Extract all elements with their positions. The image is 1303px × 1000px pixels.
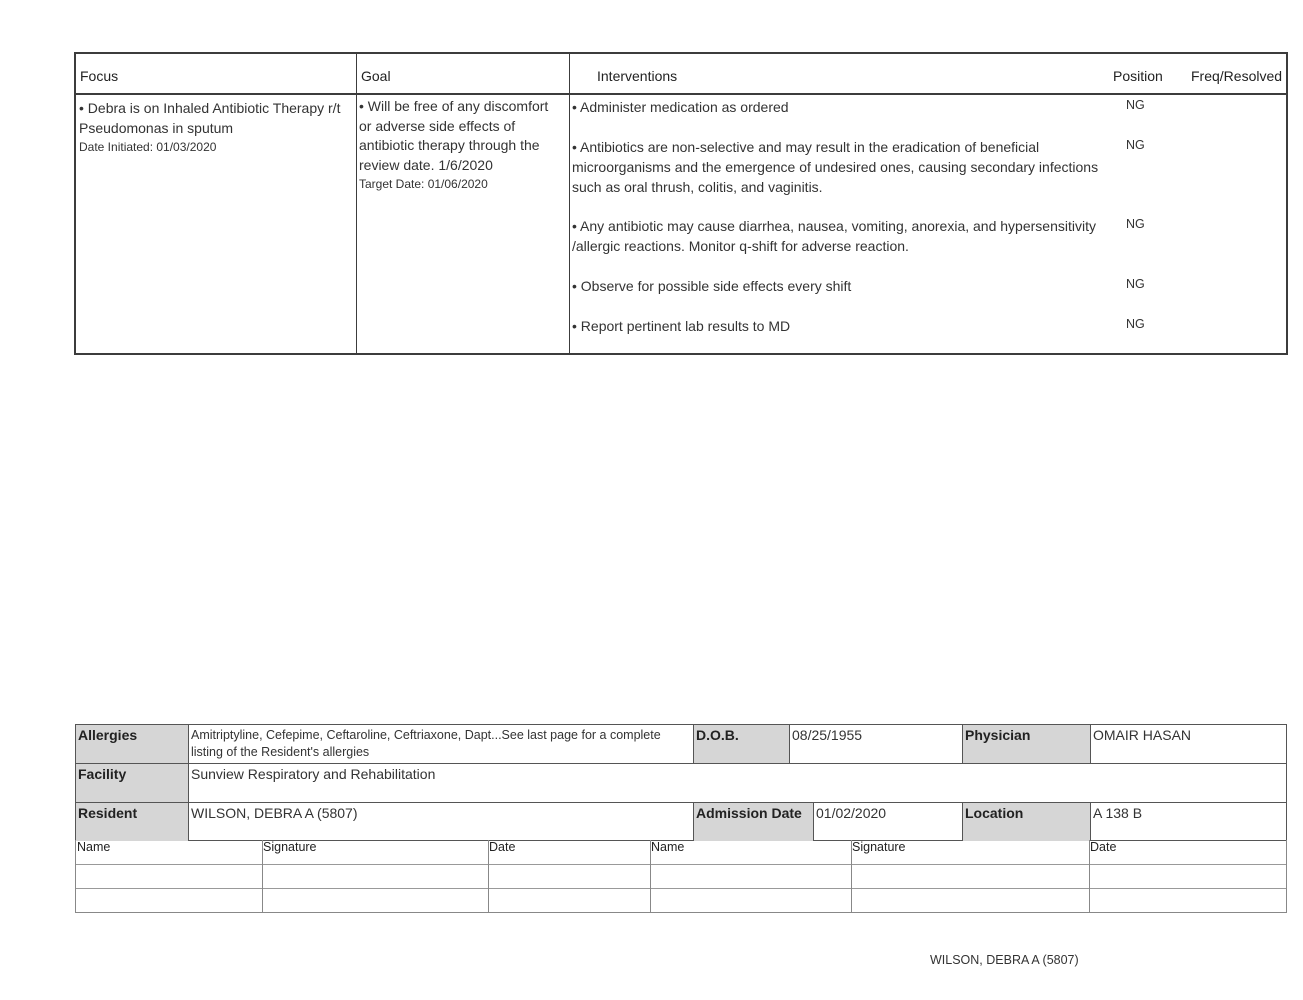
- header-position: Position: [1113, 68, 1163, 84]
- signature-header-signature: Signature: [852, 840, 906, 854]
- focus-cell: [79, 99, 353, 156]
- physician-label: Physician: [963, 725, 1091, 763]
- care-plan-table: [74, 52, 1288, 355]
- header-interventions: Interventions: [597, 68, 678, 84]
- signature-header-date: Date: [1090, 840, 1117, 854]
- allergies-value: Amitriptyline, Cefepime, Ceftaroline, Ceftriaxone, Dapt...See last page for a complete listing of the Resident's allergies: [189, 725, 694, 763]
- intervention-item: • Any antibiotic may cause diarrhea, nausea, vomiting, anorexia, and hypersensitivity /allergic reactions. Monitor q-shift for adverse reaction.: [572, 218, 1096, 254]
- admission-date-label: Admission Date: [694, 803, 814, 841]
- info-row-allergies: [76, 725, 1286, 764]
- header-goal: Goal: [361, 68, 391, 84]
- signature-header-date: Date: [489, 840, 516, 854]
- column-divider: [569, 54, 570, 353]
- goal-target-date: Target Date: 01/06/2020: [359, 177, 488, 191]
- intervention-position: NG: [1126, 217, 1145, 231]
- footer-resident-name: WILSON, DEBRA A (5807): [930, 953, 1079, 967]
- signature-header-signature: Signature: [263, 840, 317, 854]
- intervention-item: • Administer medication as ordered: [572, 99, 789, 115]
- header-freq-resolved: Freq/Resolved: [1191, 68, 1283, 84]
- intervention-position: NG: [1126, 98, 1145, 112]
- admission-date-value: 01/02/2020: [814, 803, 963, 841]
- goal-text: • Will be free of any discomfort or adverse side effects of antibiotic therapy through the review date. 1/6/2020: [359, 98, 549, 173]
- header-focus: Focus: [80, 68, 119, 84]
- signature-table: [75, 840, 1287, 913]
- intervention-item: • Observe for possible side effects every shift: [572, 278, 852, 294]
- intervention-item: • Antibiotics are non-selective and may result in the eradication of beneficial microorganisms and the emergence of undesired ones, causing secondary infections such as oral thrush, colitis, and vaginitis.: [572, 139, 1099, 195]
- dob-value: 08/25/1955: [790, 725, 963, 763]
- facility-label: Facility: [76, 764, 189, 802]
- info-row-facility: [76, 764, 1286, 803]
- location-value: A 138 B: [1093, 805, 1143, 821]
- physician-value: OMAIR HASAN: [1093, 727, 1192, 743]
- focus-date-initiated: Date Initiated: 01/03/2020: [79, 140, 217, 154]
- intervention-position: NG: [1126, 138, 1145, 152]
- signature-header-name: Name: [77, 840, 111, 854]
- allergies-label: Allergies: [76, 725, 189, 763]
- intervention-position: NG: [1126, 277, 1145, 291]
- resident-label: Resident: [76, 803, 189, 841]
- goal-cell: [359, 97, 564, 193]
- focus-text: • Debra is on Inhaled Antibiotic Therapy r/t Pseudomonas in sputum: [79, 100, 341, 136]
- resident-info-table: [75, 724, 1287, 841]
- facility-value: Sunview Respiratory and Rehabilitation: [191, 766, 436, 782]
- care-plan-header-row: [76, 54, 1286, 95]
- location-label: Location: [963, 803, 1091, 841]
- resident-value: WILSON, DEBRA A (5807): [189, 803, 694, 841]
- dob-label: D.O.B.: [694, 725, 790, 763]
- info-row-resident: [76, 803, 1286, 841]
- column-divider: [356, 54, 357, 353]
- intervention-item: • Report pertinent lab results to MD: [572, 318, 791, 334]
- signature-header-name: Name: [651, 840, 685, 854]
- intervention-position: NG: [1126, 317, 1145, 331]
